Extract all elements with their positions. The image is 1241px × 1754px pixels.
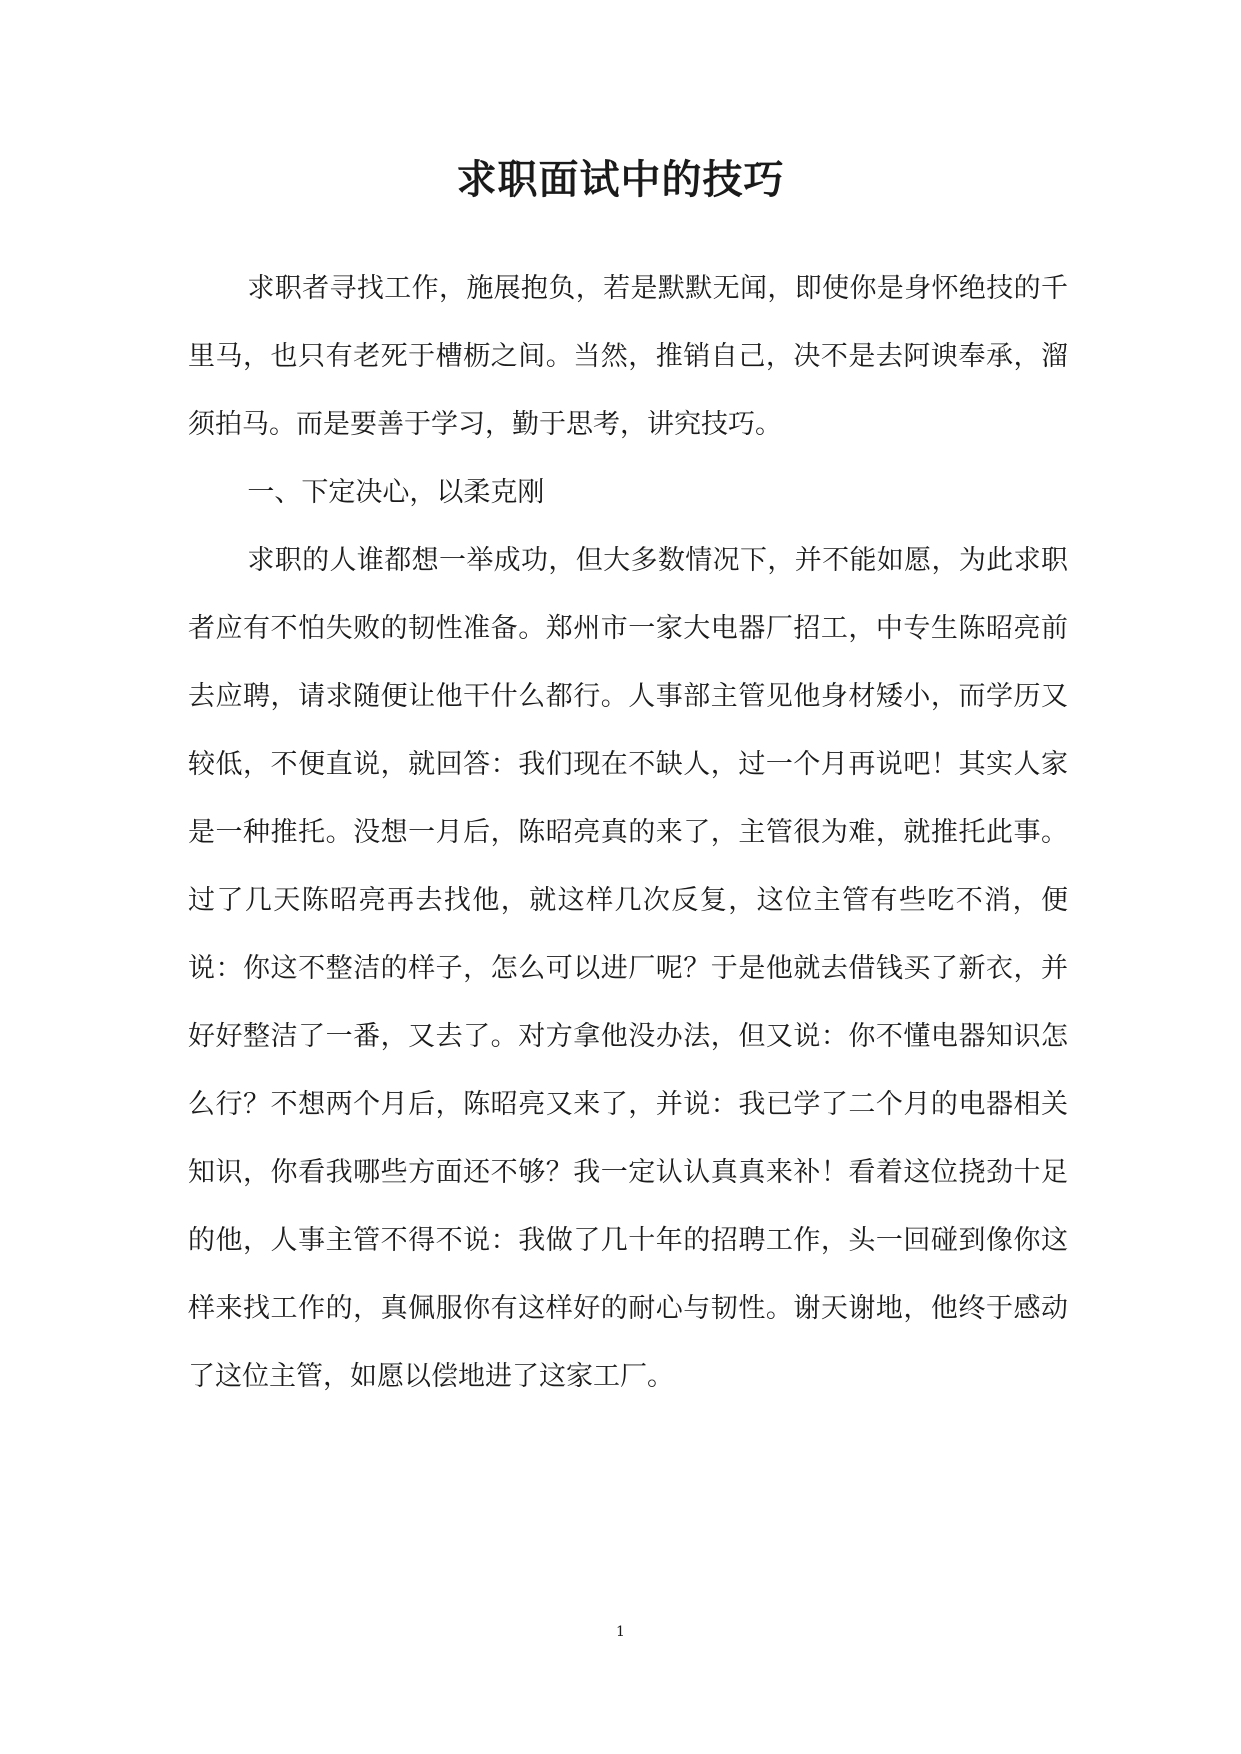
page-number: 1 bbox=[616, 1624, 625, 1640]
document-body bbox=[188, 255, 1068, 1411]
paragraph-story: 求职的人谁都想一举成功，但大多数情况下，并不能如愿，为此求职者应有不怕失败的韧性准备。郑州市一家大电器厂招工，中专生陈昭亮前去应聘，请求随便让他干什么都行。人事部主管见他身材矮小，而学历又较低，不便直说，就回答：我们现在不缺人，过一个月再说吧！其实人家是一种推托。没想一月后，陈昭亮真的来了，主管很为难，就推托此事。过了几天陈昭亮再去找他，就这样几次反复，这位主管有些吃不消，便说：你这不整洁的样子，怎么可以进厂呢？于是他就去借钱买了新衣，并好好整洁了一番，又去了。对方拿他没办法，但又说：你不懂电器知识怎么行？不想两个月后，陈昭亮又来了，并说：我已学了二个月的电器相关知识，你看我哪些方面还不够？我一定认认真真来补！看着这位挠劲十足的他，人事主管不得不说：我做了几十年的招聘工作，头一回碰到像你这样来找工作的，真佩服你有这样好的耐心与韧性。谢天谢地，他终于感动了这位主管，如愿以偿地进了这家工厂。 bbox=[188, 545, 1068, 1392]
section-heading: 一、下定决心，以柔克刚 bbox=[247, 477, 545, 508]
paragraph-intro: 求职者寻找工作，施展抱负，若是默默无闻，即使你是身怀绝技的千里马，也只有老死于槽枥之间。当然，推销自己，决不是去阿谀奉承，溜须拍马。而是要善于学习，勤于思考，讲究技巧。 bbox=[188, 273, 1068, 440]
document-title: 求职面试中的技巧 bbox=[456, 156, 785, 203]
